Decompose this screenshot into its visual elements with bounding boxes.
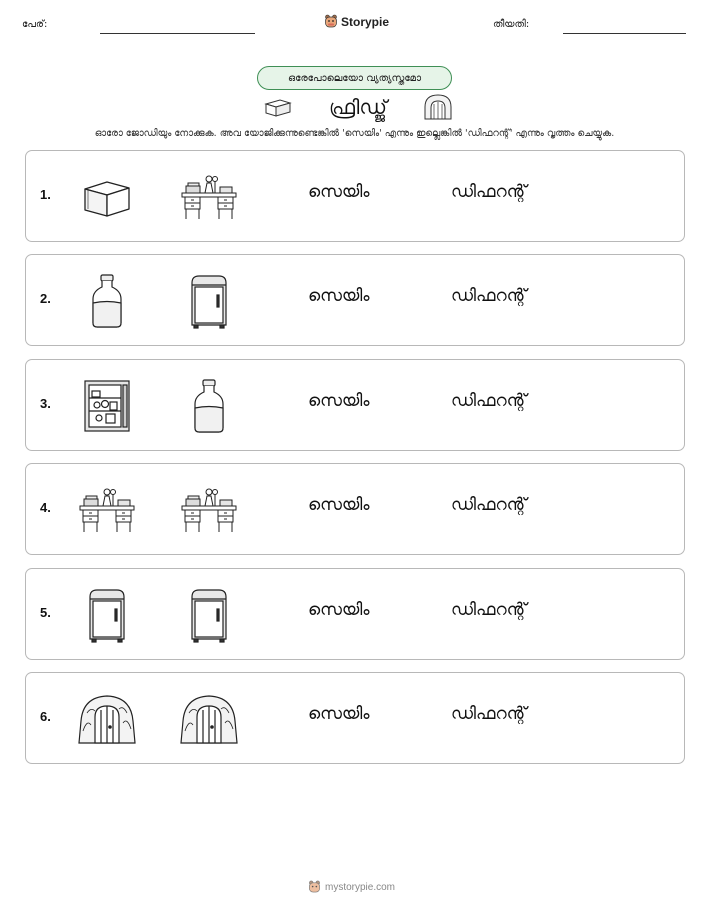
worksheet-type-badge (257, 66, 452, 90)
question-row (25, 463, 685, 555)
different-option[interactable]: ഡിഫറന്റ് (451, 599, 527, 620)
same-option[interactable]: സെയിം (308, 286, 370, 307)
date-label: തീയതി: (493, 19, 530, 30)
bottle-picture (179, 378, 239, 434)
brand-logo (324, 14, 389, 29)
question-number: 5. (40, 604, 51, 620)
question-number: 3. (40, 395, 51, 411)
desk-picture (77, 482, 137, 538)
brand-name: Storypie (341, 14, 390, 29)
fridge-picture (179, 273, 239, 329)
oven-picture (179, 691, 239, 747)
fridge-picture (77, 587, 137, 643)
footer (308, 880, 395, 894)
storypie-mascot-icon (324, 14, 338, 29)
question-row (25, 568, 685, 660)
question-number: 1. (40, 187, 51, 202)
oven-icon (423, 94, 453, 120)
desk-picture (179, 169, 239, 225)
question-number: 6. (40, 709, 51, 724)
question-row (25, 359, 685, 451)
question-number: 4. (40, 500, 51, 516)
open-fridge-picture (77, 378, 137, 434)
name-label: പേര്: (22, 19, 48, 30)
question-row (25, 672, 685, 764)
question-row (25, 254, 685, 346)
storypie-mascot-icon (308, 880, 321, 894)
oven-picture (77, 691, 137, 747)
different-option[interactable]: ഡിഫറന്റ് (451, 286, 527, 307)
different-option[interactable]: ഡിഫറന്റ് (451, 704, 527, 724)
different-option[interactable]: ഡിഫറന്റ് (451, 495, 527, 516)
fridge-picture (179, 587, 239, 643)
same-option[interactable]: സെയിം (308, 704, 370, 724)
name-field[interactable] (100, 33, 255, 34)
box-icon (263, 95, 293, 119)
question-row (25, 150, 685, 242)
bottle-picture (77, 273, 137, 329)
worksheet-title (263, 93, 453, 121)
box-picture (77, 169, 137, 225)
date-field[interactable] (563, 33, 686, 34)
same-option[interactable]: സെയിം (308, 390, 370, 411)
same-option[interactable]: സെയിം (308, 182, 370, 202)
desk-picture (179, 482, 239, 538)
question-number: 2. (40, 291, 51, 307)
different-option[interactable]: ഡിഫറന്റ് (451, 182, 527, 202)
same-option[interactable]: സെയിം (308, 599, 370, 620)
worksheet-title-text: ഫ്രിഡ്ജ് (329, 95, 387, 119)
instructions: ഓരോ ജോഡിയും നോക്കുക. അവ യോജിക്കുന്നുണ്ടെങ്കിൽ 'സെയിം' എന്നും ഇല്ലെങ്കിൽ 'ഡിഫറന്റ്' എന്നും വൃത്തം ചെയ്യുക. (94, 128, 615, 139)
worksheet-type-text: ഒരേപോലെയോ വ്യത്യസ്തമോ (287, 72, 422, 84)
different-option[interactable]: ഡിഫറന്റ് (451, 390, 527, 411)
same-option[interactable]: സെയിം (308, 495, 370, 516)
footer-site: mystorypie.com (325, 881, 396, 893)
